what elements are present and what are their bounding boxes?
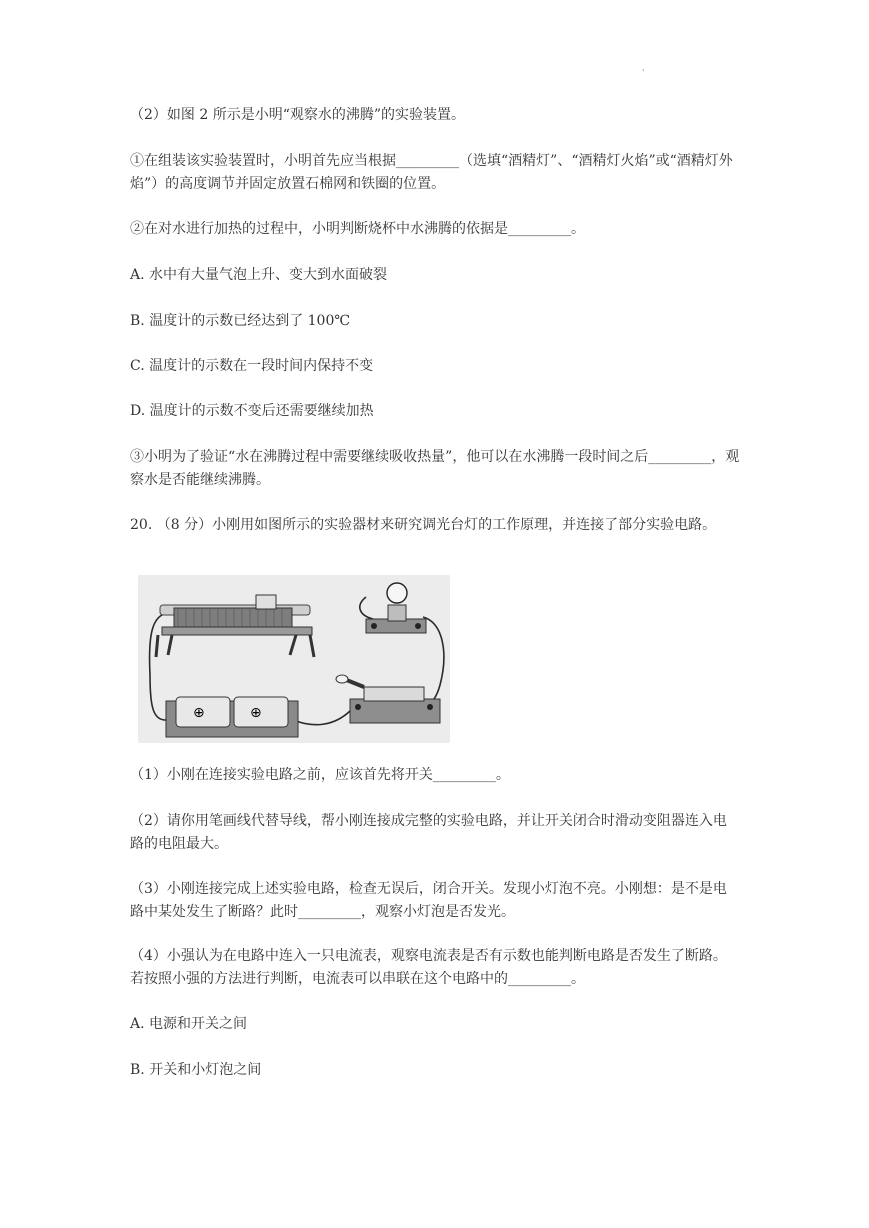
option-d: D. 温度计的示数不变后还需要继续加热 (130, 403, 374, 419)
q20-part1: （1）小刚在连接实验电路之前，应该首先将开关_________。 (130, 767, 510, 783)
q20-part4: （4）小强认为在电路中连入一只电流表，观察电流表是否有示数也能判断电路是否发生了断路。若按照小强的方法进行判断，电流表可以串联在这个电路中的_________。 (130, 948, 727, 987)
option-b: B. 温度计的示数已经达到了 100℃ (130, 313, 351, 329)
option-a-2: A. 电源和开关之间 (130, 1016, 248, 1032)
option-c: C. 温度计的示数在一段时间内保持不变 (130, 358, 374, 374)
page-dot: · (642, 66, 645, 75)
q2-part2: ②在对水进行加热的过程中，小明判断烧杯中水沸腾的依据是_________。 (130, 221, 585, 237)
wire-lamp-left (360, 597, 373, 619)
circuit-figure (138, 575, 450, 743)
q20-part3: （3）小刚连接完成上述实验电路，检查无误后，闭合开关。发现小灯泡不亮。小刚想：是不是电路中某处发生了断路？此时_________，观察小灯泡是否发光。 (130, 881, 727, 920)
battery-plus-2: ⊕ (250, 705, 262, 721)
circuit-diagram (138, 575, 450, 743)
switch (336, 675, 440, 723)
wire-battery-switch (296, 711, 350, 725)
lamp (366, 583, 426, 633)
q2-part1: ①在组装该实验装置时，小明首先应当根据_________（选填“酒精灯”、“酒精灯火焰”或“酒精灯外焰”）的高度调节并固定放置石棉网和铁圈的位置。 (130, 153, 733, 192)
q2-part3: ③小明为了验证“水在沸腾过程中需要继续吸收热量”，他可以在水沸腾一段时间之后_________，观察水是否能继续沸腾。 (130, 449, 740, 488)
rheostat (156, 595, 314, 657)
battery-pack (166, 697, 298, 737)
option-a: A. 水中有大量气泡上升、变大到水面破裂 (130, 267, 388, 283)
battery-plus-1: ⊕ (193, 705, 205, 721)
q2-intro: （2）如图 2 所示是小明“观察水的沸腾”的实验装置。 (130, 107, 466, 123)
question-20: 20. （8 分）小刚用如图所示的实验器材来研究调光台灯的工作原理，并连接了部分实验电路。 (130, 517, 717, 533)
option-b-2: B. 开关和小灯泡之间 (130, 1062, 262, 1078)
q20-part2: （2）请你用笔画线代替导线，帮小刚连接成完整的实验电路，并让开关闭合时滑动变阻器连入电路的电阻最大。 (130, 813, 727, 852)
